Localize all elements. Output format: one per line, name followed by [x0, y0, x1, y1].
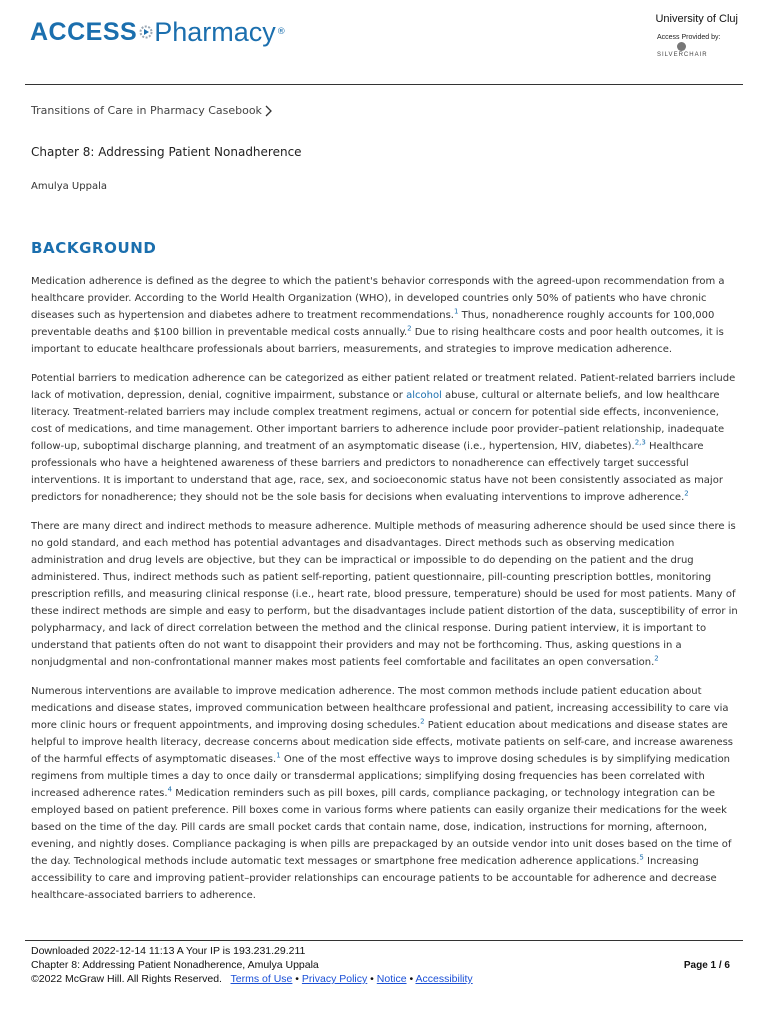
link-separator: • — [367, 973, 377, 985]
logo-registered-mark: ® — [276, 27, 286, 37]
reference-link[interactable]: 5 — [639, 853, 644, 862]
silverchair-logo — [657, 42, 717, 58]
paragraph-4 — [31, 683, 741, 904]
p4-text-d: Medication reminders such as pill boxes, pill cards, compliance packaging, or technology integration can be employed based on patient preference. Pill boxes come in various forms where patients can easily organize their medications for the week based on the time of the day. Pill cards are small pocket cards that contain name, dose, indication, instructions for morning, afternoon, evening, and nightly doses. Compliance packaging is when pills are prepackaged by an outside vendor into unit doses based on the time of the day. Technological methods include automatic text messages or smartphone free medication adherence applications. — [31, 788, 732, 867]
reference-link[interactable]: 4 — [167, 785, 173, 794]
chapter-citation: Chapter 8: Addressing Patient Nonadherence, Amulya Uppala — [31, 959, 319, 971]
gear-icon — [139, 25, 153, 39]
chevron-right-icon — [265, 105, 272, 117]
p2-text-a: Potential barriers to medication adherence can be categorized as either patient related or treatment related. Patient-related barriers include lack of motivation, depression, denial, cognitive impairment, substance or — [31, 373, 736, 401]
footer-divider — [25, 940, 743, 941]
logo-access-text: ACCESS — [30, 17, 138, 46]
p4-text-b: Patient education about medications and disease states are helpful to improve health literacy, decrease concerns about medication side effects, motivate patients on self-care, and increase awareness of the harmful effects of asymptomatic diseases. — [31, 720, 734, 765]
article-body — [31, 273, 741, 916]
p4-text-c: One of the most effective ways to improve dosing schedules is by simplifying medication regimens from multiple times a day to once daily or transdermal applications; simplifying dosing frequencies has been correlated with increased adherence rates. — [31, 754, 731, 799]
alcohol-link[interactable]: alcohol — [406, 390, 442, 401]
page-header — [0, 0, 768, 85]
terms-of-use-link[interactable]: Terms of Use — [230, 973, 293, 985]
reference-link[interactable]: 1 — [276, 751, 281, 760]
p2-text-c: Healthcare professionals who have a heightened awareness of these barriers and predictors to nonadherence can effectively target successful interventions. It is important to understand that age, race, sex, and socioeconomic status have not been consistently associated as major predictors for nonadherence; they should not be the sole basis for decisions when evaluating interventions to improve adherence. — [31, 441, 723, 503]
page-number: Page 1 / 6 — [683, 960, 730, 971]
reference-link[interactable]: 1 — [453, 307, 459, 316]
section-heading: BACKGROUND — [31, 239, 157, 257]
link-separator: • — [292, 973, 302, 985]
download-info: Downloaded 2022-12-14 11:13 A Your IP is 193.231.29.211 — [31, 945, 306, 957]
accesspharmacy-logo[interactable] — [30, 12, 286, 52]
link-separator: • — [406, 973, 416, 985]
p2-text-b: abuse, cultural or alternate beliefs, and low healthcare literacy. Treatment-related barriers may include complex treatment regimens, actual or concern for potential side effects, inconvenience, cost of medications, and time management. Other important barriers to adherence include poor provider–patient relationship, inadequate follow-up, suboptimal discharge planning, and treatment of an asymptomatic disease (i.e., hypertension, HIV, diabetes). — [31, 390, 725, 452]
reference-link[interactable]: 2 — [420, 717, 425, 726]
footer-links-row — [31, 972, 473, 986]
notice-link[interactable]: Notice — [376, 973, 407, 985]
page-footer — [31, 944, 473, 986]
reference-link[interactable]: 2 — [684, 489, 689, 498]
header-divider — [25, 84, 743, 85]
copyright-text: ©2022 McGraw Hill. All Rights Reserved. — [31, 973, 222, 985]
p1-text-b: Thus, nonadherence roughly accounts for 100,000 preventable deaths and $100 billion in preventable medical costs annually. — [31, 310, 715, 338]
breadcrumb-book-link[interactable]: Transitions of Care in Pharmacy Casebook — [31, 104, 262, 117]
p1-text-a: Medication adherence is defined as the degree to which the patient's behavior corresponds with the agreed-upon recommendation from a healthcare provider. According to the World Health Organization (WHO), in developed countries only 50% of patients who have chronic diseases such as hypertension and diabetes adhere to treatment recommendations. — [31, 276, 725, 321]
paragraph-1 — [31, 273, 741, 358]
logo-pharmacy-text: Pharmacy — [154, 16, 276, 47]
institution-name: University of Cluj — [655, 13, 738, 25]
p1-text-c: Due to rising healthcare costs and poor health outcomes, it is important to educate healthcare professionals about barriers, measurements, and strategies to improve medication adherence. — [31, 327, 724, 355]
reference-link[interactable]: 2 — [654, 654, 659, 663]
paragraph-2 — [31, 370, 741, 506]
p3-text-a: There are many direct and indirect methods to measure adherence. Multiple methods of measuring adherence should be used since there is no gold standard, and each method has potential advantages and disadvantages. Direct methods such as observing medication administration and drug levels are objective, but they can be impractical or impossible to do depending on the patient and the drug administered. Thus, indirect methods such as patient self-reporting, patient questionnaire, pill-counting prescription bottles, monitoring prescription refills, and measuring clinical response (i.e., heart rate, blood pressure, temperature) should be used for most patients. Many of these indirect methods are simple and easy to perform, but the disadvantages include patient distortion of the data, susceptibility of error in polypharmacy, and lack of direct correlation between the method and the clinical response. During patient interview, it is important to understand that patients often do not want to disappoint their providers and may not be forthcoming. Thus, asking questions in a nonjudgmental and non-confrontational manner makes most patients feel comfortable and facilitates an open conversation. — [31, 521, 738, 668]
breadcrumb[interactable] — [31, 104, 272, 117]
reference-link[interactable]: 2 — [407, 324, 412, 333]
silverchair-emblem-icon — [677, 42, 686, 51]
paragraph-3 — [31, 518, 741, 671]
p4-text-a: Numerous interventions are available to improve medication adherence. The most common methods include patient education about medications and disease states, improved communication between healthcare professional and patient, increasing accessibility to care via more clinic hours or frequent appointments, and improving dosing schedules. — [31, 686, 729, 731]
chapter-title: Chapter 8: Addressing Patient Nonadherence — [31, 145, 302, 159]
accessibility-link[interactable]: Accessibility — [415, 973, 473, 985]
p4-text-e: Increasing accessibility to care and improving patient–provider relationships can encourage patients to be accountable for adherence and decrease healthcare-associated barriers to adherence. — [31, 856, 717, 901]
author-name: Amulya Uppala — [31, 181, 107, 192]
silverchair-logo-text: SILVERCHAIR — [657, 52, 708, 58]
privacy-policy-link[interactable]: Privacy Policy — [301, 973, 368, 985]
access-provided-label: Access Provided by: — [657, 34, 721, 41]
reference-link[interactable]: 2,3 — [634, 438, 646, 447]
